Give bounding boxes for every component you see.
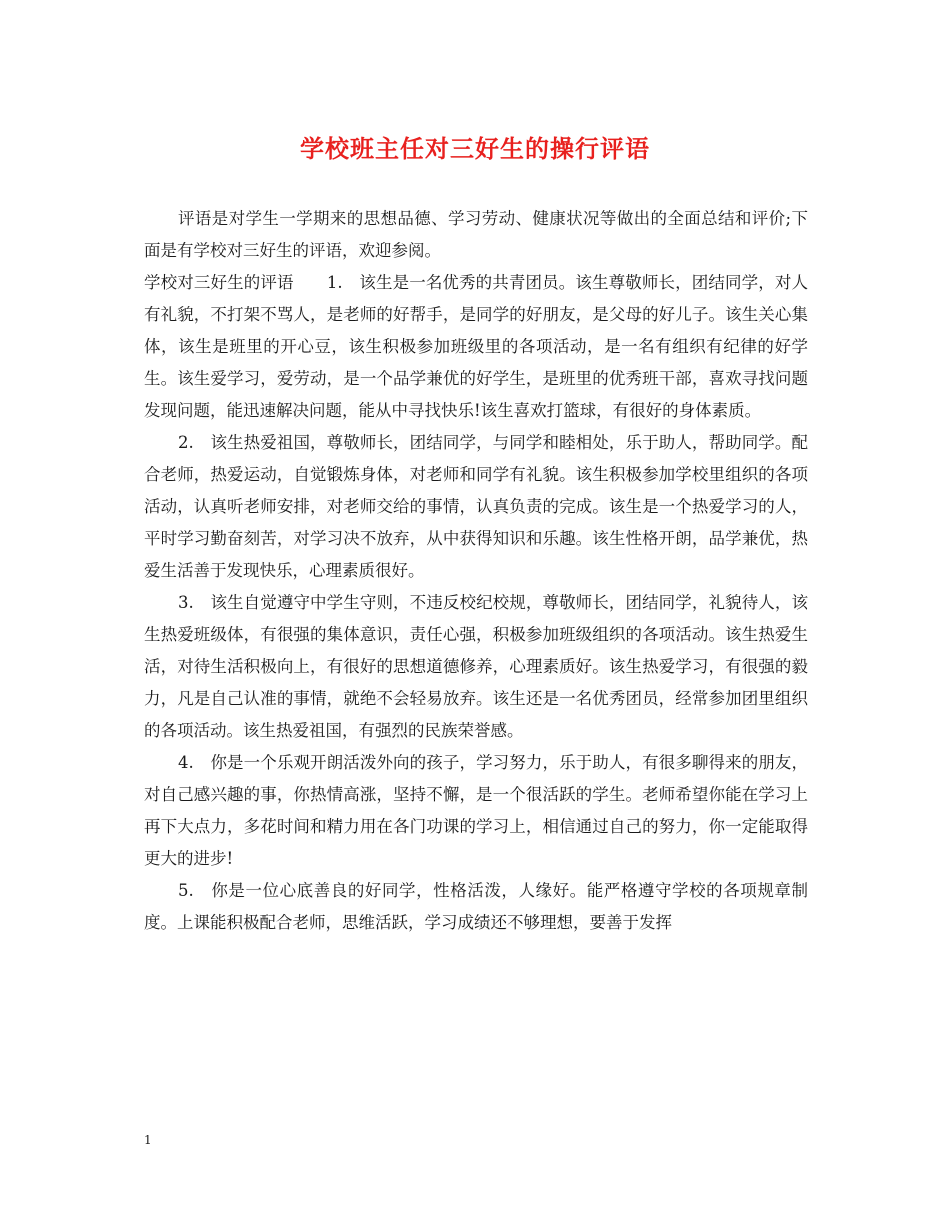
paragraph-comment-1: 学校对三好生的评语 1. 该生是一名优秀的共青团员。该生尊敬师长，团结同学，对人有礼貌，不打架不骂人，是老师的好帮手，是同学的好朋友，是父母的好儿子。该生关心集体，该生是班里的开心豆，该生积极参加班级里的各项活动，是一名有组织有纪律的好学生。该生爱学习，爱劳动，是一个品学兼优的好学生，是班里的优秀班干部，喜欢寻找问题发现问题，能迅速解决问题，能从中寻找快乐!该生喜欢打篮球，有很好的身体素质。 [144,273,808,420]
paragraph-comment-5: 5. 你是一位心底善良的好同学，性格活泼，人缘好。能严格遵守学校的各项规章制度。上课能积极配合老师，思维活跃，学习成绩还不够理想，要善于发挥 [144,881,808,932]
paragraph-comment-3: 3. 该生自觉遵守中学生守则，不违反校纪校规，尊敬师长，团结同学，礼貌待人，该生热爱班级体，有很强的集体意识，责任心强，积极参加班级组织的各项活动。该生热爱生活，对待生活积极向上，有很好的思想道德修养，心理素质好。该生热爱学习，有很强的毅力，凡是自己认准的事情，就绝不会轻易放弃。该生还是一名优秀团员，经常参加团里组织的各项活动。该生热爱祖国，有强烈的民族荣誉感。 [144,593,808,740]
document-body [144,203,808,939]
paragraph-comment-2: 2. 该生热爱祖国，尊敬师长，团结同学，与同学和睦相处，乐于助人，帮助同学。配合老师，热爱运动，自觉锻炼身体，对老师和同学有礼貌。该生积极参加学校里组织的各项活动，认真听老师安排，对老师交给的事情，认真负责的完成。该生是一个热爱学习的人，平时学习勤奋刻苦，对学习决不放弃，从中获得知识和乐趣。该生性格开朗，品学兼优，热爱生活善于发现快乐，心理素质很好。 [144,433,808,580]
document-title: 学校班主任对三好生的操行评语 [300,134,650,163]
paragraph-comment-4: 4. 你是一个乐观开朗活泼外向的孩子，学习努力，乐于助人，有很多聊得来的朋友，对自己感兴趣的事，你热情高涨，坚持不懈，是一个很活跃的学生。老师希望你能在学习上再下大点力，多花时间和精力用在各门功课的学习上，相信通过自己的努力，你一定能取得更大的进步! [144,753,808,868]
page-number: 1 [144,1133,152,1147]
paragraph-intro: 评语是对学生一学期来的思想品德、学习劳动、健康状况等做出的全面总结和评价;下面是有学校对三好生的评语，欢迎参阅。 [144,209,808,260]
